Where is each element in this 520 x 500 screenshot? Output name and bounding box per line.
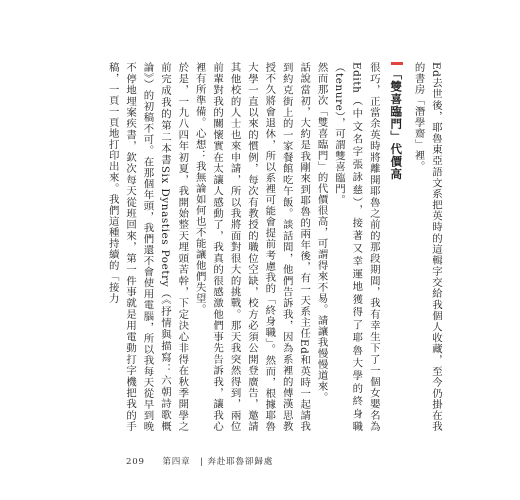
separator: | (200, 457, 204, 467)
paragraph-4: 話說當初，大約是我剛來到耶魯的兩年後，有一天系主任Ed和英時一起請我到約克街上的一家餐館吃午飯。談話間，他們告訴我，因為系裡的傅漢思教授不久將會退休，所以系裡可能會提前考慮我的「終身職」。然而，根據耶魯大學一直以來的慣例，每次有教授的職位空缺，校方必須公開登廣告，邀請其他校的人士也來申請，所以我將面對很大的挑戰。那天我突然得到，兩位前輩對我的關懷實在太讓人感動了，我真的很感激他們事先告訴我，讓我心裡有所準備。心想：我無論如何也不能讓他們失望。 (193, 62, 311, 432)
section-heading: 「雙喜臨門」代價高 (387, 62, 404, 181)
paragraph-5: 於是，一九八四年初夏，我開始整天埋頭苦幹，下定決心非得在秋季開學之前完成我的第二本書Six Dynasties Poetry（《抒情與描寫：六朝詩歌概論》）的初稿不可。在那個年頭，我們還不會使用電腦，所以我每天從早到晚不停地埋案疾書，欽次每天從班回來，第一件事就是用電動打字機把我的手稿，一頁一頁地打印出來。我們這種持續的「接力 (106, 62, 189, 432)
chapter-title: 奔赴耶魯卻歸處 (207, 457, 274, 467)
page-footer (126, 455, 273, 467)
chapter-number: 第四章 (162, 457, 191, 467)
section-heading-row (387, 62, 404, 432)
page-number: 209 (126, 457, 145, 467)
paragraph-2: 很巧，正當余英時將離開耶魯之前的那段期間，我有幸生下了一個女嬰名為Edith（中文名字張詠慈），接著又幸運地獲得了耶魯大學的終身職（tenure），可謂雙喜臨門。 (332, 62, 380, 432)
vertical-body-text (44, 62, 444, 432)
paragraph-1: Ed去世後，耶魯東亞語文系把英時的這輯字交給我個人收藏，至今仍掛在我的書房「潛學齋」裡。 (412, 62, 442, 432)
paragraph-3: 然而那次「雙喜臨門」的代價很高，可謂得來不易。請讓我慢慢道來。 (315, 62, 328, 403)
